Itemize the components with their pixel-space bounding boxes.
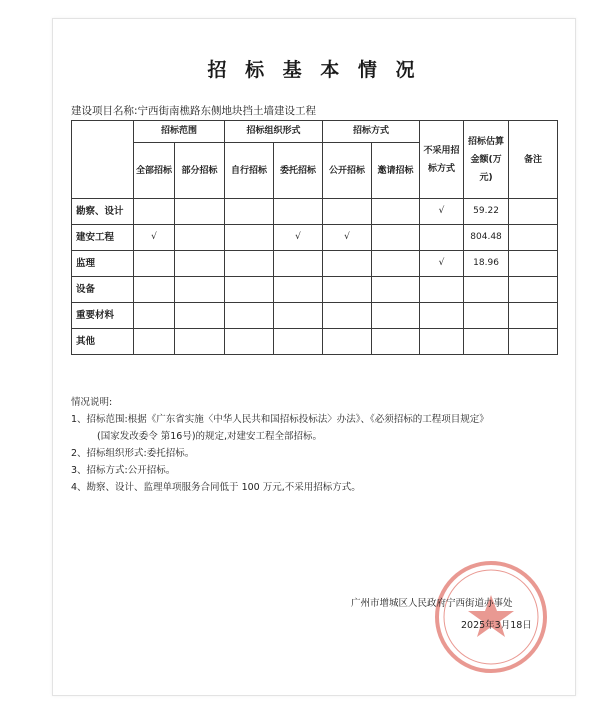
cell-full xyxy=(134,277,175,303)
table-row xyxy=(72,251,558,277)
col-header-delegated: 委托招标 xyxy=(274,143,323,199)
cell-delegated xyxy=(274,303,323,329)
group-header-scope: 招标范围 xyxy=(134,121,225,143)
cell-invited xyxy=(372,251,420,277)
cell-delegated xyxy=(274,277,323,303)
cell-partial xyxy=(175,329,225,355)
cell-invited xyxy=(372,277,420,303)
issuing-organization: 广州市增城区人民政府宁西街道办事处 xyxy=(351,598,513,609)
notes-item-1-cont: (国家发改委令 第16号)的规定,对建安工程全部招标。 xyxy=(97,431,323,442)
cell-not-used: √ xyxy=(420,199,464,225)
cell-estimate xyxy=(464,303,509,329)
cell-invited xyxy=(372,303,420,329)
row-label: 勘察、设计 xyxy=(72,199,134,225)
notes-section xyxy=(71,394,561,496)
cell-partial xyxy=(175,225,225,251)
document-page xyxy=(52,18,576,696)
cell-full xyxy=(134,199,175,225)
table-row xyxy=(72,225,558,251)
notes-item-1: 1、招标范围:根据《广东省实施〈中华人民共和国招标投标法〉办法》、《必须招标的工程项目规定》 xyxy=(71,414,489,425)
cell-remarks xyxy=(509,199,558,225)
col-header-self: 自行招标 xyxy=(225,143,274,199)
cell-estimate: 18.96 xyxy=(464,251,509,277)
cell-open xyxy=(323,303,372,329)
cell-partial xyxy=(175,251,225,277)
cell-delegated xyxy=(274,329,323,355)
cell-remarks xyxy=(509,251,558,277)
cell-open xyxy=(323,199,372,225)
col-header-partial: 部分招标 xyxy=(175,143,225,199)
col-header-full: 全部招标 xyxy=(134,143,175,199)
cell-delegated xyxy=(274,199,323,225)
cell-estimate xyxy=(464,329,509,355)
row-label: 建安工程 xyxy=(72,225,134,251)
table-row xyxy=(72,329,558,355)
cell-not-used xyxy=(420,225,464,251)
cell-open xyxy=(323,251,372,277)
issue-date: 2025年3月18日 xyxy=(461,620,532,631)
cell-open xyxy=(323,329,372,355)
col-header-estimate: 招标估算金额(万元) xyxy=(464,121,509,199)
cell-invited xyxy=(372,225,420,251)
cell-open xyxy=(323,277,372,303)
col-header-invited: 邀请招标 xyxy=(372,143,420,199)
cell-remarks xyxy=(509,303,558,329)
row-label: 重要材料 xyxy=(72,303,134,329)
cell-full xyxy=(134,303,175,329)
table-row xyxy=(72,303,558,329)
cell-self xyxy=(225,303,274,329)
cell-self xyxy=(225,329,274,355)
cell-invited xyxy=(372,199,420,225)
cell-remarks xyxy=(509,329,558,355)
notes-item-3: 3、招标方式:公开招标。 xyxy=(71,465,176,476)
row-label: 设备 xyxy=(72,277,134,303)
cell-remarks xyxy=(509,225,558,251)
cell-estimate: 59.22 xyxy=(464,199,509,225)
col-header-remarks: 备注 xyxy=(509,121,558,199)
cell-estimate xyxy=(464,277,509,303)
table-row xyxy=(72,199,558,225)
cell-not-used xyxy=(420,329,464,355)
cell-not-used xyxy=(420,277,464,303)
header-corner-cell xyxy=(72,121,134,199)
cell-invited xyxy=(372,329,420,355)
table-row xyxy=(72,277,558,303)
cell-self xyxy=(225,277,274,303)
cell-full xyxy=(134,251,175,277)
cell-delegated: √ xyxy=(274,225,323,251)
cell-partial xyxy=(175,277,225,303)
project-name: 建设项目名称:宁西街南樵路东侧地块挡土墙建设工程 xyxy=(71,105,317,117)
row-label: 其他 xyxy=(72,329,134,355)
cell-self xyxy=(225,199,274,225)
tender-info-table xyxy=(71,120,558,355)
notes-item-2: 2、招标组织形式:委托招标。 xyxy=(71,448,195,459)
group-header-organization: 招标组织形式 xyxy=(225,121,323,143)
cell-remarks xyxy=(509,277,558,303)
cell-not-used xyxy=(420,303,464,329)
notes-heading: 情况说明: xyxy=(71,397,113,408)
row-label: 监理 xyxy=(72,251,134,277)
table-body xyxy=(72,199,558,355)
cell-self xyxy=(225,225,274,251)
cell-self xyxy=(225,251,274,277)
col-header-not-used: 不采用招标方式 xyxy=(420,121,464,199)
document-title: 招 标 基 本 情 况 xyxy=(207,59,421,81)
cell-delegated xyxy=(274,251,323,277)
cell-full xyxy=(134,329,175,355)
group-header-method: 招标方式 xyxy=(323,121,420,143)
cell-partial xyxy=(175,199,225,225)
cell-not-used: √ xyxy=(420,251,464,277)
col-header-open: 公开招标 xyxy=(323,143,372,199)
notes-item-4: 4、勘察、设计、监理单项服务合同低于 100 万元,不采用招标方式。 xyxy=(71,482,361,493)
cell-open: √ xyxy=(323,225,372,251)
cell-partial xyxy=(175,303,225,329)
cell-full: √ xyxy=(134,225,175,251)
cell-estimate: 804.48 xyxy=(464,225,509,251)
